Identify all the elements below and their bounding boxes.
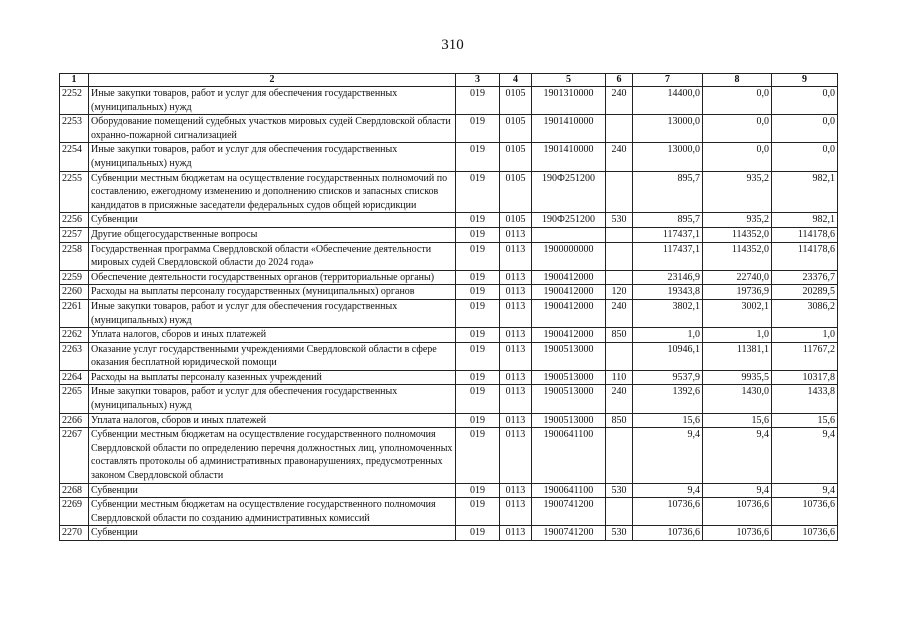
cell-ministry-code: 019 (456, 342, 500, 370)
row-number: 2257 (60, 227, 89, 242)
cell-value: 10736,6 (703, 498, 772, 526)
cell-target-code: 1901310000 (532, 87, 606, 115)
cell-value: 0,0 (772, 87, 838, 115)
row-name: Расходы на выплаты персоналу казенных учреждений (89, 370, 456, 385)
cell-expense-code (606, 428, 633, 483)
cell-section-code: 0105 (500, 213, 532, 228)
row-name: Оборудование помещений судебных участков мировых судей Свердловской области охранно-пожарной сигнализацией (89, 115, 456, 143)
column-header: 1 (60, 74, 89, 87)
cell-target-code: 1900000000 (532, 242, 606, 270)
cell-target-code: 1900513000 (532, 342, 606, 370)
cell-expense-code: 530 (606, 526, 633, 541)
cell-ministry-code: 019 (456, 143, 500, 171)
cell-section-code: 0113 (500, 227, 532, 242)
table-row (60, 413, 838, 428)
row-name: Уплата налогов, сборов и иных платежей (89, 413, 456, 428)
column-header: 9 (772, 74, 838, 87)
cell-section-code: 0113 (500, 270, 532, 285)
cell-value: 114352,0 (703, 242, 772, 270)
cell-value: 1,0 (633, 328, 703, 343)
cell-ministry-code: 019 (456, 370, 500, 385)
table-row (60, 483, 838, 498)
cell-value: 982,1 (772, 171, 838, 213)
cell-expense-code: 530 (606, 483, 633, 498)
cell-section-code: 0113 (500, 526, 532, 541)
row-number: 2253 (60, 115, 89, 143)
table-header-row (60, 74, 838, 87)
row-name: Государственная программа Свердловской области «Обеспечение деятельности мировых судей Свердловской области до 2024 года» (89, 242, 456, 270)
cell-value: 3086,2 (772, 299, 838, 327)
page-number: 310 (441, 37, 464, 53)
cell-expense-code: 850 (606, 328, 633, 343)
row-name: Субвенции местным бюджетам на осуществление государственных полномочий по составлению, ежегодному изменению и дополнению списков и запасных списков кандидатов в присяжные заседатели федеральных судов общей юрисдикции (89, 171, 456, 213)
cell-target-code: 190Ф251200 (532, 213, 606, 228)
cell-target-code: 1900412000 (532, 299, 606, 327)
cell-value: 114352,0 (703, 227, 772, 242)
cell-value: 22740,0 (703, 270, 772, 285)
cell-value: 117437,1 (633, 242, 703, 270)
row-number: 2252 (60, 87, 89, 115)
cell-value: 114178,6 (772, 227, 838, 242)
row-name: Оказание услуг государственными учреждениями Свердловской области в сфере оказания бесплатной юридической помощи (89, 342, 456, 370)
cell-section-code: 0113 (500, 498, 532, 526)
row-name: Обеспечение деятельности государственных органов (территориальные органы) (89, 270, 456, 285)
cell-target-code: 1900741200 (532, 526, 606, 541)
cell-expense-code: 240 (606, 143, 633, 171)
row-name: Субвенции местным бюджетам на осуществление государственного полномочия Свердловской области по определению перечня должностных лиц, уполномоченных составлять протоколы об административных правонарушениях, предусмотренных законом Свердловской области (89, 428, 456, 483)
cell-value: 19343,8 (633, 285, 703, 300)
cell-expense-code (606, 242, 633, 270)
cell-value: 10946,1 (633, 342, 703, 370)
cell-value: 895,7 (633, 213, 703, 228)
cell-section-code: 0113 (500, 370, 532, 385)
cell-value: 10317,8 (772, 370, 838, 385)
column-header: 2 (89, 74, 456, 87)
cell-expense-code: 530 (606, 213, 633, 228)
row-number: 2256 (60, 213, 89, 228)
cell-expense-code (606, 342, 633, 370)
cell-value: 9,4 (772, 428, 838, 483)
cell-target-code: 1901410000 (532, 143, 606, 171)
cell-expense-code: 120 (606, 285, 633, 300)
cell-expense-code (606, 115, 633, 143)
cell-section-code: 0105 (500, 115, 532, 143)
cell-ministry-code: 019 (456, 285, 500, 300)
table-row (60, 242, 838, 270)
cell-target-code: 1901410000 (532, 115, 606, 143)
cell-ministry-code: 019 (456, 385, 500, 413)
row-number: 2263 (60, 342, 89, 370)
budget-table (59, 73, 838, 541)
cell-value: 11381,1 (703, 342, 772, 370)
cell-section-code: 0113 (500, 242, 532, 270)
row-name: Субвенции (89, 526, 456, 541)
row-number: 2269 (60, 498, 89, 526)
cell-value: 0,0 (703, 87, 772, 115)
table-row (60, 370, 838, 385)
row-number: 2262 (60, 328, 89, 343)
cell-section-code: 0113 (500, 428, 532, 483)
row-name: Расходы на выплаты персоналу государственных (муниципальных) органов (89, 285, 456, 300)
cell-expense-code (606, 227, 633, 242)
cell-value: 114178,6 (772, 242, 838, 270)
column-header: 7 (633, 74, 703, 87)
cell-section-code: 0105 (500, 143, 532, 171)
row-name: Субвенции местным бюджетам на осуществление государственного полномочия Свердловской области по созданию административных комиссий (89, 498, 456, 526)
cell-target-code: 1900412000 (532, 285, 606, 300)
cell-value: 10736,6 (633, 498, 703, 526)
cell-value: 895,7 (633, 171, 703, 213)
cell-section-code: 0113 (500, 385, 532, 413)
cell-ministry-code: 019 (456, 270, 500, 285)
row-name: Субвенции (89, 213, 456, 228)
row-number: 2266 (60, 413, 89, 428)
cell-expense-code: 850 (606, 413, 633, 428)
cell-value: 1430,0 (703, 385, 772, 413)
cell-ministry-code: 019 (456, 87, 500, 115)
cell-value: 9,4 (703, 428, 772, 483)
cell-target-code: 1900412000 (532, 270, 606, 285)
table-row (60, 285, 838, 300)
cell-ministry-code: 019 (456, 115, 500, 143)
cell-ministry-code: 019 (456, 526, 500, 541)
table-row (60, 498, 838, 526)
cell-value: 935,2 (703, 171, 772, 213)
row-number: 2270 (60, 526, 89, 541)
cell-value: 20289,5 (772, 285, 838, 300)
cell-target-code: 1900513000 (532, 385, 606, 413)
cell-value: 0,0 (703, 143, 772, 171)
cell-ministry-code: 019 (456, 483, 500, 498)
table-row (60, 428, 838, 483)
row-number: 2259 (60, 270, 89, 285)
cell-target-code (532, 227, 606, 242)
cell-value: 0,0 (703, 115, 772, 143)
row-number: 2255 (60, 171, 89, 213)
column-header: 3 (456, 74, 500, 87)
cell-section-code: 0113 (500, 285, 532, 300)
cell-expense-code: 110 (606, 370, 633, 385)
row-name: Другие общегосударственные вопросы (89, 227, 456, 242)
cell-value: 10736,6 (772, 526, 838, 541)
cell-value: 3002,1 (703, 299, 772, 327)
cell-value: 14400,0 (633, 87, 703, 115)
column-header: 8 (703, 74, 772, 87)
row-number: 2264 (60, 370, 89, 385)
cell-value: 13000,0 (633, 115, 703, 143)
cell-value: 11767,2 (772, 342, 838, 370)
cell-ministry-code: 019 (456, 498, 500, 526)
cell-target-code: 1900641100 (532, 428, 606, 483)
table-row (60, 299, 838, 327)
cell-value: 15,6 (772, 413, 838, 428)
cell-section-code: 0113 (500, 342, 532, 370)
cell-value: 1,0 (772, 328, 838, 343)
cell-value: 9,4 (703, 483, 772, 498)
cell-value: 0,0 (772, 115, 838, 143)
cell-value: 1392,6 (633, 385, 703, 413)
cell-ministry-code: 019 (456, 299, 500, 327)
cell-value: 15,6 (633, 413, 703, 428)
cell-ministry-code: 019 (456, 413, 500, 428)
cell-value: 23146,9 (633, 270, 703, 285)
cell-section-code: 0113 (500, 328, 532, 343)
cell-value: 982,1 (772, 213, 838, 228)
column-header: 5 (532, 74, 606, 87)
table-row (60, 87, 838, 115)
table-row (60, 213, 838, 228)
cell-value: 10736,6 (772, 498, 838, 526)
cell-target-code: 1900513000 (532, 413, 606, 428)
cell-value: 10736,6 (703, 526, 772, 541)
table-row (60, 227, 838, 242)
row-name: Иные закупки товаров, работ и услуг для обеспечения государственных (муниципальных) нужд (89, 385, 456, 413)
row-number: 2267 (60, 428, 89, 483)
row-number: 2261 (60, 299, 89, 327)
cell-value: 9537,9 (633, 370, 703, 385)
column-header: 6 (606, 74, 633, 87)
cell-value: 15,6 (703, 413, 772, 428)
cell-expense-code (606, 171, 633, 213)
cell-value: 9935,5 (703, 370, 772, 385)
cell-target-code: 1900412000 (532, 328, 606, 343)
row-name: Иные закупки товаров, работ и услуг для обеспечения государственных (муниципальных) нужд (89, 299, 456, 327)
cell-section-code: 0113 (500, 483, 532, 498)
column-header: 4 (500, 74, 532, 87)
table-body (60, 87, 838, 541)
table-row (60, 385, 838, 413)
cell-value: 10736,6 (633, 526, 703, 541)
cell-expense-code (606, 498, 633, 526)
cell-ministry-code: 019 (456, 227, 500, 242)
cell-value: 9,4 (633, 428, 703, 483)
cell-expense-code: 240 (606, 299, 633, 327)
table-row (60, 526, 838, 541)
cell-target-code: 1900513000 (532, 370, 606, 385)
cell-ministry-code: 019 (456, 328, 500, 343)
cell-ministry-code: 019 (456, 428, 500, 483)
cell-value: 1,0 (703, 328, 772, 343)
cell-value: 13000,0 (633, 143, 703, 171)
row-name: Иные закупки товаров, работ и услуг для обеспечения государственных (муниципальных) нужд (89, 143, 456, 171)
cell-value: 3802,1 (633, 299, 703, 327)
cell-section-code: 0113 (500, 413, 532, 428)
cell-expense-code (606, 270, 633, 285)
row-name: Субвенции (89, 483, 456, 498)
row-number: 2254 (60, 143, 89, 171)
cell-section-code: 0105 (500, 171, 532, 213)
cell-target-code: 1900741200 (532, 498, 606, 526)
row-number: 2260 (60, 285, 89, 300)
cell-value: 117437,1 (633, 227, 703, 242)
table-row (60, 171, 838, 213)
table-row (60, 270, 838, 285)
cell-ministry-code: 019 (456, 242, 500, 270)
row-name: Иные закупки товаров, работ и услуг для обеспечения государственных (муниципальных) нужд (89, 87, 456, 115)
cell-section-code: 0105 (500, 87, 532, 115)
cell-value: 19736,9 (703, 285, 772, 300)
cell-ministry-code: 019 (456, 171, 500, 213)
row-number: 2268 (60, 483, 89, 498)
row-name: Уплата налогов, сборов и иных платежей (89, 328, 456, 343)
table-row (60, 115, 838, 143)
table-row (60, 143, 838, 171)
cell-value: 935,2 (703, 213, 772, 228)
cell-value: 9,4 (772, 483, 838, 498)
table-row (60, 342, 838, 370)
cell-expense-code: 240 (606, 385, 633, 413)
row-number: 2258 (60, 242, 89, 270)
cell-value: 1433,8 (772, 385, 838, 413)
table-row (60, 328, 838, 343)
row-number: 2265 (60, 385, 89, 413)
cell-value: 9,4 (633, 483, 703, 498)
cell-expense-code: 240 (606, 87, 633, 115)
cell-value: 23376,7 (772, 270, 838, 285)
cell-target-code: 1900641100 (532, 483, 606, 498)
cell-ministry-code: 019 (456, 213, 500, 228)
cell-section-code: 0113 (500, 299, 532, 327)
cell-value: 0,0 (772, 143, 838, 171)
cell-target-code: 190Ф251200 (532, 171, 606, 213)
